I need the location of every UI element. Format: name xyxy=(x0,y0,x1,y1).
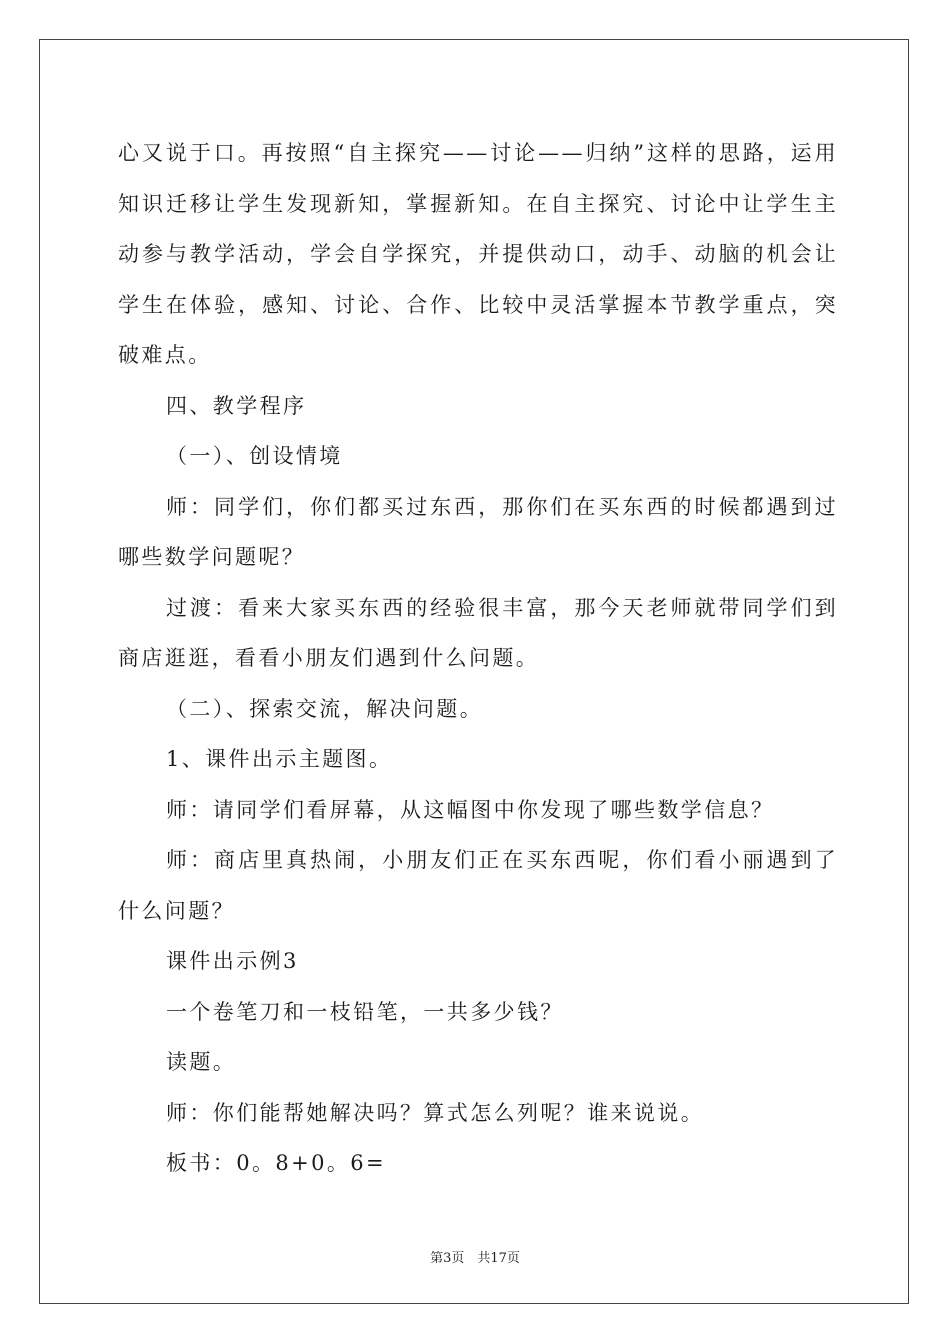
paragraph: 板书：0。8+0。6= xyxy=(166,1151,387,1175)
subsection-heading: （一）、创设情境 xyxy=(166,444,343,468)
document-body xyxy=(118,128,838,1189)
paragraph: 过渡：看来大家买东西的经验很丰富，那今天老师就带同学们到商店逛逛，看看小朋友们遇到什么问题。 xyxy=(118,595,838,670)
paragraph: 一个卷笔刀和一枝铅笔，一共多少钱？ xyxy=(166,999,564,1024)
paragraph: 读题。 xyxy=(166,1050,237,1074)
paragraph: 师：同学们，你们都买过东西，那你们在买东西的时候都遇到过哪些数学问题呢？ xyxy=(118,494,838,569)
paragraph: 心又说于口。再按照“自主探究——讨论——归纳”这样的思路，运用知识迁移让学生发现新知，掌握新知。在自主探究、讨论中让学生主动参与教学活动，学会自学探究，并提供动口，动手、动脑的机会让学生在体验，感知、讨论、合作、比较中灵活掌握本节教学重点，突破难点。 xyxy=(118,141,838,367)
paragraph: 师：你们能帮她解决吗？算式怎么列呢？谁来说说。 xyxy=(166,1100,705,1125)
paragraph: 师：请同学们看屏幕，从这幅图中你发现了哪些数学信息？ xyxy=(166,797,775,822)
paragraph: 师：商店里真热闹，小朋友们正在买东西呢，你们看小丽遇到了什么问题？ xyxy=(118,848,838,923)
paragraph: 课件出示例3 xyxy=(166,949,299,973)
subsection-heading: （二）、探索交流，解决问题。 xyxy=(166,696,484,721)
section-heading: 四、教学程序 xyxy=(166,393,307,418)
page-number: 第3页 共17页 xyxy=(430,1251,520,1266)
paragraph: 1、课件出示主题图。 xyxy=(166,747,393,771)
